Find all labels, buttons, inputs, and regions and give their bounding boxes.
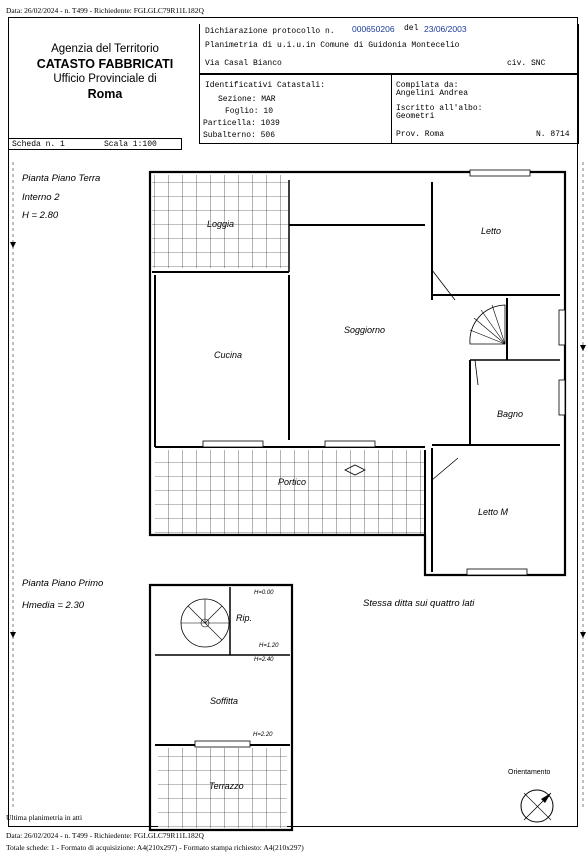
compiled-name: Angelini Andrea xyxy=(396,89,469,98)
cadastral-particella: Particella: 1039 xyxy=(203,119,280,128)
agency-line3: Ufficio Provinciale di xyxy=(53,73,157,85)
scheda-label: Scheda n. 1 xyxy=(12,140,65,149)
ground-floor-title: Pianta Piano Terra xyxy=(22,173,101,184)
room-cucina: Cucina xyxy=(214,350,243,360)
room-rip: Rip. xyxy=(236,613,253,623)
first-floor-height: Hmedia = 2.30 xyxy=(22,600,85,611)
cadastral-title: Identificativi Catastali: xyxy=(205,81,326,90)
cadastral-subalterno: Subalterno: 506 xyxy=(203,131,276,140)
header-date-label: Data: 26/02/2024 - n. T499 - Richiedente: FGLGLC79R11L182Q xyxy=(6,6,204,15)
room-letto-m: Letto M xyxy=(478,507,509,517)
room-soggiorno: Soggiorno xyxy=(344,325,386,335)
height-h240: H=2.40 xyxy=(254,657,274,663)
room-bagno: Bagno xyxy=(497,409,524,419)
compiled-prov: Prov. Roma xyxy=(396,130,445,139)
agency-line1: Agenzia del Territorio xyxy=(51,43,159,55)
compiled-number: N. 8714 xyxy=(536,130,570,139)
cadastral-sezione: Sezione: MAR xyxy=(218,95,276,104)
portico-tiles xyxy=(155,450,425,534)
declaration-civ: civ. SNC xyxy=(507,59,546,68)
height-h000: H=0.00 xyxy=(254,590,274,596)
declaration-label: Dichiarazione protocollo n. xyxy=(205,27,335,36)
room-loggia: Loggia xyxy=(207,219,235,229)
declaration-description: Planimetria di u.i.u.in Comune di Guidonia Montecelio xyxy=(205,41,460,50)
footer-date-line: Data: 26/02/2024 - n. T499 - Richiedente: FGLGLC79R11L182Q xyxy=(6,831,204,840)
compass-icon xyxy=(521,790,553,822)
agency-line2: CATASTO FABBRICATI xyxy=(36,57,174,71)
scheda-scala: Scala 1:100 xyxy=(104,140,157,149)
first-floor-note: Stessa ditta sui quattro lati xyxy=(363,598,475,609)
height-h220: H=2.20 xyxy=(253,732,273,738)
protocol-number: 000650206 xyxy=(352,24,395,34)
first-floor-title: Pianta Piano Primo xyxy=(22,578,104,589)
declaration-date: 23/06/2003 xyxy=(424,24,467,34)
agency-line4: Roma xyxy=(87,87,123,101)
compiled-albo-label: Iscritto all'albo: xyxy=(396,104,483,113)
cadastral-foglio: Foglio: 10 xyxy=(225,107,274,116)
room-letto: Letto xyxy=(481,226,502,236)
footer-total-line: Totale schede: 1 - Formato di acquisizione: A4(210x297) - Formato stampa richiesto: A4(210x297) xyxy=(6,843,304,852)
ground-floor-height: H = 2.80 xyxy=(22,210,59,221)
declaration-del: del xyxy=(404,24,419,33)
room-terrazzo: Terrazzo xyxy=(209,781,244,791)
orientation-label: Orientamento xyxy=(508,769,551,776)
room-soffitta: Soffitta xyxy=(210,696,239,706)
compiled-label: Compilata da: xyxy=(396,81,459,90)
ground-floor-interno: Interno 2 xyxy=(22,192,60,203)
footer-last: Ultima planimetria in atti xyxy=(6,813,83,822)
first-floor-plan xyxy=(150,585,292,830)
room-portico: Portico xyxy=(278,477,307,487)
height-h120: H=1.20 xyxy=(259,643,279,649)
compiled-albo: Geometri xyxy=(396,112,435,121)
declaration-address: Via Casal Bianco xyxy=(205,59,282,68)
